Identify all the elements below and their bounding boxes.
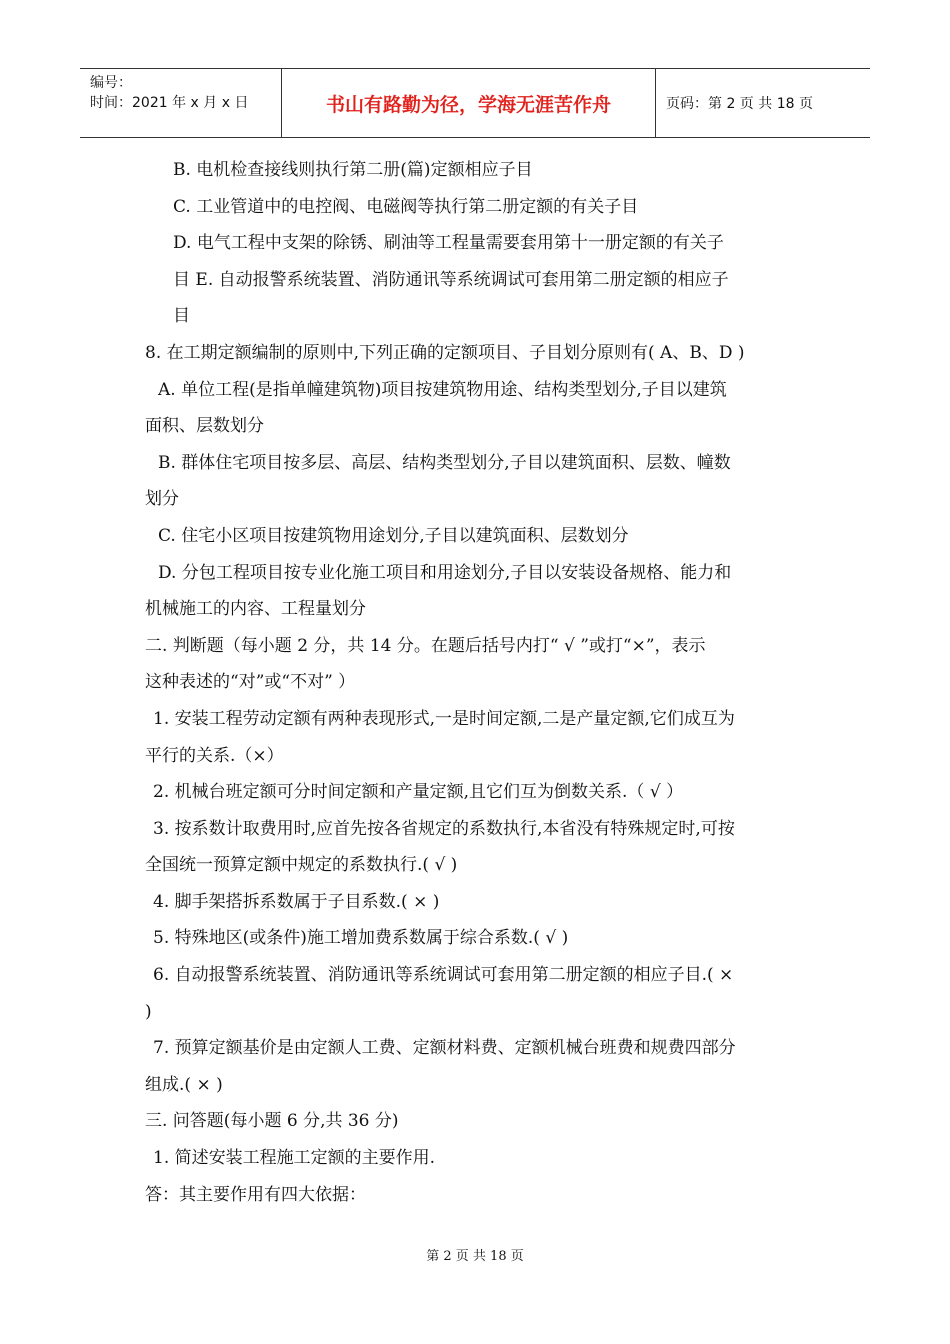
text-line: 组成.( × ) xyxy=(145,1074,223,1095)
text-line: 机械施工的内容、工程量划分 xyxy=(145,599,366,620)
text-line: B. 电机检查接线则执行第二册(篇)定额相应子目 xyxy=(173,160,533,180)
text-line: 全国统一预算定额中规定的系数执行.( √ ) xyxy=(145,855,458,876)
section-heading-judgement: 二. 判断题（每小题 2 分，共 14 分。在题后括号内打“ √ ”或打“×”，表示 xyxy=(145,635,706,656)
text-line: A. 单位工程(是指单幢建筑物)项目按建筑物用途、结构类型划分,子目以建筑 xyxy=(158,379,727,400)
text-line: 4. 脚手架搭拆系数属于子目系数.( × ) xyxy=(153,891,440,912)
header-motto: 书山有路勤为径，学海无涯苦作舟 xyxy=(282,69,656,137)
text-line: 6. 自动报警系统装置、消防通讯等系统调试可套用第二册定额的相应子目.( × xyxy=(153,965,734,986)
document-time: 时间：2021 年 x 月 x 日 xyxy=(90,95,249,111)
text-line: C. 住宅小区项目按建筑物用途划分,子目以建筑面积、层数划分 xyxy=(158,525,629,546)
text-line: 目 E. 自动报警系统装置、消防通讯等系统调试可套用第二册定额的相应子 xyxy=(173,269,729,290)
question-8: 8. 在工期定额编制的原则中,下列正确的定额项目、子目划分原则有( A、B、D ) xyxy=(145,342,745,363)
document-number: 编号： xyxy=(90,75,132,91)
text-line: D. 分包工程项目按专业化施工项目和用途划分,子目以安装设备规格、能力和 xyxy=(158,562,732,583)
text-line: 1. 简述安装工程施工定额的主要作用. xyxy=(153,1148,436,1169)
header-meta xyxy=(80,69,282,137)
text-line: D. 电气工程中支架的除锈、刷油等工程量需要套用第十一册定额的有关子 xyxy=(173,233,724,254)
document-body xyxy=(145,152,811,1213)
page-footer: 第 2 页 共 18 页 xyxy=(426,1249,524,1264)
text-line: 目 xyxy=(173,306,190,327)
text-line: 划分 xyxy=(145,489,179,510)
text-line: 平行的关系.（×） xyxy=(145,745,284,766)
text-line: 7. 预算定额基价是由定额人工费、定额材料费、定额机械台班费和规费四部分 xyxy=(153,1038,736,1059)
text-line: C. 工业管道中的电控阀、电磁阀等执行第二册定额的有关子目 xyxy=(173,196,639,217)
text-line: 1. 安装工程劳动定额有两种表现形式,一是时间定额,二是产量定额,它们成互为 xyxy=(153,708,735,729)
text-line: 3. 按系数计取费用时,应首先按各省规定的系数执行,本省没有特殊规定时,可按 xyxy=(153,818,735,839)
text-line: 面积、层数划分 xyxy=(145,416,264,437)
text-line: 答：其主要作用有四大依据： xyxy=(145,1184,366,1205)
header-page-number: 页码：第 2 页 共 18 页 xyxy=(666,96,813,112)
text-line: ) xyxy=(145,1001,152,1022)
text-line: 2. 机械台班定额可分时间定额和产量定额,且它们互为倒数关系.（ √ ） xyxy=(153,782,684,803)
text-line: 这种表述的“对”或“不对” ） xyxy=(145,672,356,693)
text-line: 5. 特殊地区(或条件)施工增加费系数属于综合系数.( √ ) xyxy=(153,928,569,949)
page-header xyxy=(80,68,870,138)
section-heading-qa: 三. 问答题(每小题 6 分,共 36 分) xyxy=(145,1111,399,1132)
text-line: B. 群体住宅项目按多层、高层、结构类型划分,子目以建筑面积、层数、幢数 xyxy=(158,452,731,473)
